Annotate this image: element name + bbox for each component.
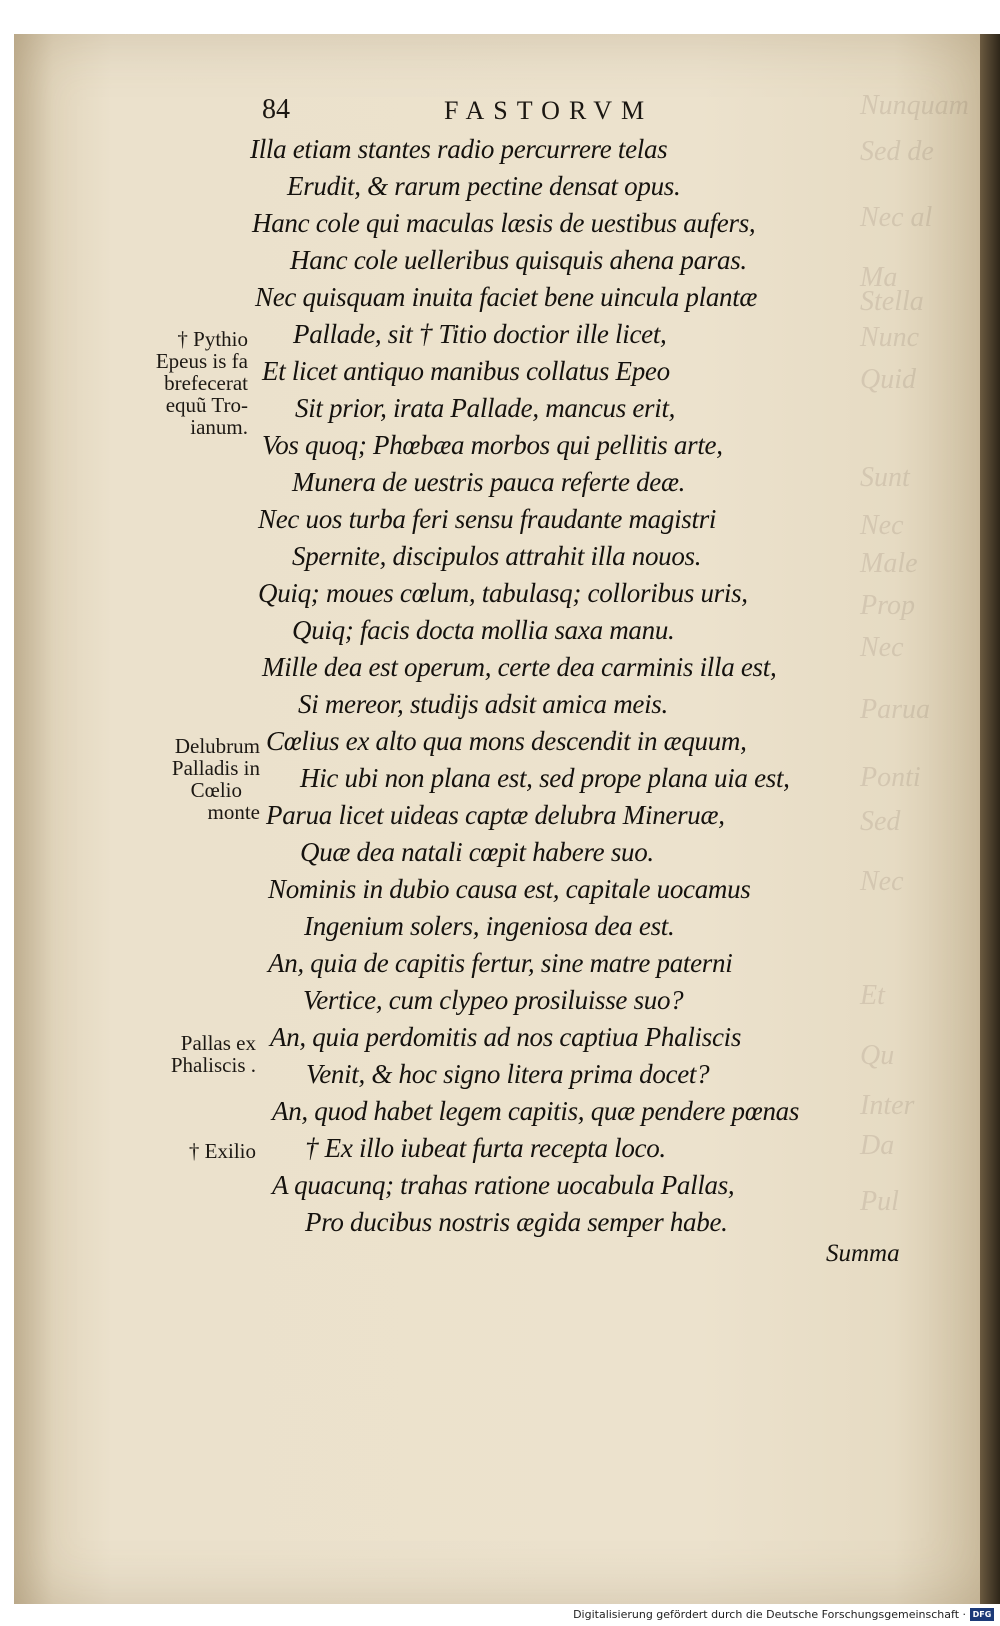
marginal-note-delubrum	[120, 735, 260, 823]
note-line: equũ Tro-	[165, 393, 248, 417]
page-number: 84	[262, 94, 290, 125]
verse-line: Quiq; facis docta mollia saxa manu.	[292, 615, 675, 645]
verse-line: Si mereor, studijs adsit amica meis.	[298, 689, 668, 719]
note-line: monte	[207, 800, 260, 824]
bleed-line: Nunquam	[860, 90, 969, 121]
verse-line: Nominis in dubio causa est, capitale uocamus	[268, 874, 751, 904]
verse-line: Quæ dea natali cœpit habere suo.	[300, 837, 654, 867]
verse-line: Erudit, & rarum pectine densat opus.	[287, 171, 681, 201]
bleed-line: Sunt	[860, 462, 910, 493]
bleed-line: Male	[860, 548, 918, 579]
note-line: Delubrum	[174, 734, 260, 758]
verse-line: Quiq; moues cœlum, tabulasq; colloribus uris,	[258, 578, 748, 608]
note-line: ianum.	[190, 415, 248, 439]
bleed-line: Nunc	[860, 322, 920, 353]
running-title: FASTORVM	[444, 96, 654, 125]
footer-bar	[0, 1604, 1000, 1626]
dfg-logo: DFG	[970, 1608, 994, 1621]
verse-line: An, quod habet legem capitis, quæ pendere pœnas	[272, 1096, 800, 1126]
note-line: brefecerat	[164, 371, 248, 395]
marginal-note-exilio	[120, 1140, 256, 1162]
verse-line: Pro ducibus nostris ægida semper habe.	[305, 1207, 728, 1237]
verse-line: Vertice, cum clypeo prosiluisse suo?	[303, 985, 684, 1015]
verse-line: Nec uos turba feri sensu fraudante magistri	[258, 504, 717, 534]
verse-line: Hanc cole uelleribus quisquis ahena paras.	[290, 245, 747, 275]
verse-line: † Ex illo iubeat furta recepta loco.	[305, 1133, 666, 1163]
marginal-note-pallas	[120, 1032, 256, 1076]
verse-line: Spernite, discipulos attrahit illa nouos.	[292, 541, 702, 571]
verse-line: An, quia perdomitis ad nos captiua Phaliscis	[270, 1022, 742, 1052]
bleed-line: Sed	[860, 806, 901, 837]
bleed-line: Quid	[860, 364, 916, 395]
note-line: Cœlio	[190, 778, 242, 802]
page-fold-shadow	[980, 34, 1000, 1604]
catchword: Summa	[826, 1240, 900, 1267]
verse-line: Vos quoq; Phœbæa morbos qui pellitis arte,	[262, 430, 723, 460]
verse-line: Et licet antiquo manibus collatus Epeo	[262, 356, 670, 386]
note-line: Phaliscis .	[170, 1053, 256, 1077]
verse-line: An, quia de capitis fertur, sine matre paterni	[268, 948, 733, 978]
note-line: Epeus is fa	[155, 349, 248, 373]
bleed-line: Nec al	[860, 202, 933, 233]
marginal-note-pythio	[120, 328, 248, 438]
note-line: Pallas ex	[180, 1031, 256, 1055]
bleed-line: Qu	[860, 1040, 895, 1071]
verse-line: Munera de uestris pauca referte deæ.	[292, 467, 686, 497]
bleed-line: Sed de	[860, 136, 934, 167]
bleed-through-text	[860, 90, 980, 1290]
bleed-line: Prop	[860, 590, 915, 621]
verse-line: Nec quisquam inuita faciet bene uincula plantæ	[255, 282, 758, 312]
footer-credit: Digitalisierung gefördert durch die Deutsche Forschungsgemeinschaft ·	[573, 1608, 966, 1621]
verse-line: Mille dea est operum, certe dea carminis illa est,	[262, 652, 777, 682]
verse-line: Hic ubi non plana est, sed prope plana uia est,	[300, 763, 790, 793]
verse-line: Venit, & hoc signo litera prima docet?	[306, 1059, 710, 1089]
verse-line: Ingenium solers, ingeniosa dea est.	[304, 911, 675, 941]
bleed-line: Pul	[860, 1186, 899, 1217]
verse-line: A quacunq; trahas ratione uocabula Pallas,	[272, 1170, 735, 1200]
bleed-line: Nec	[860, 510, 904, 541]
note-line: † Pythio	[177, 327, 248, 351]
verse-line: Sit prior, irata Pallade, mancus erit,	[295, 393, 676, 423]
bleed-line: Stella	[860, 286, 924, 317]
bleed-line: Nec	[860, 866, 904, 897]
verse-line: Parua licet uideas captæ delubra Mineruæ,	[266, 800, 725, 830]
bleed-line: Et	[860, 980, 885, 1011]
verse-line: Cœlius ex alto qua mons descendit in æquum,	[266, 726, 747, 756]
bleed-line: Ma	[860, 262, 898, 293]
bleed-line: Da	[860, 1130, 895, 1161]
bleed-line: Parua	[860, 694, 930, 725]
verse-line: Pallade, sit † Titio doctior ille licet,	[293, 319, 667, 349]
note-line: Palladis in	[171, 756, 260, 780]
bleed-line: Ponti	[860, 762, 921, 793]
page-header	[262, 94, 732, 128]
verse-line: Illa etiam stantes radio percurrere telas	[250, 134, 668, 164]
bleed-line: Inter	[860, 1090, 915, 1121]
note-line: † Exilio	[188, 1139, 256, 1163]
verse-line: Hanc cole qui maculas læsis de uestibus aufers,	[252, 208, 756, 238]
bleed-line: Nec	[860, 632, 904, 663]
